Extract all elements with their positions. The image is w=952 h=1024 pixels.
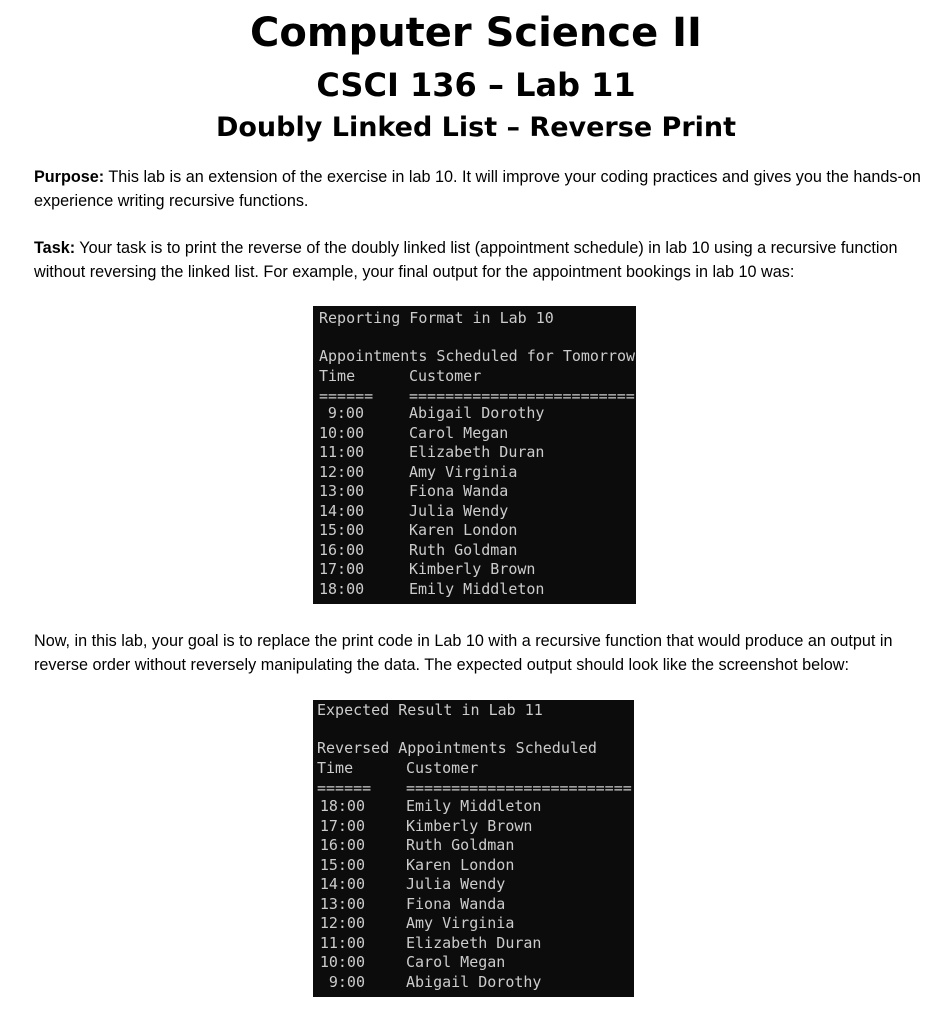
- topic-title: Doubly Linked List – Reverse Print: [215, 112, 737, 143]
- time-cell: 10:00: [319, 423, 365, 442]
- time-cell: 10:00: [319, 953, 365, 971]
- table-row: [313, 502, 636, 522]
- column-header-customer: Customer: [409, 367, 482, 385]
- customer-cell: Karen London: [409, 521, 518, 539]
- table-row: [313, 560, 636, 580]
- time-cell: 17:00: [319, 816, 365, 835]
- console-heading: Reporting Format in Lab 10: [319, 309, 554, 327]
- table-row: [313, 973, 634, 993]
- console-screenshot-lab11: [313, 700, 634, 997]
- time-cell: 9:00: [328, 972, 365, 991]
- time-cell: 14:00: [319, 501, 365, 520]
- separator-time: ======: [319, 387, 374, 405]
- now-paragraph: Now, in this lab, your goal is to replace the print code in Lab 10 with a recursive function that would produce an output in reverse order without reversely manipulating the data. The expected output should look like the screenshot below:: [34, 632, 893, 674]
- customer-cell: Kimberly Brown: [409, 560, 536, 578]
- table-row: [313, 856, 634, 876]
- appointment-list: [313, 404, 636, 599]
- time-cell: 13:00: [319, 482, 365, 500]
- time-cell: 11:00: [319, 443, 365, 461]
- customer-cell: Kimberly Brown: [406, 816, 533, 835]
- column-header-time: Time: [317, 759, 354, 777]
- table-row: [313, 424, 636, 444]
- customer-cell: Fiona Wanda: [409, 482, 509, 500]
- reversed-appointment-list: [313, 797, 634, 992]
- time-cell: 14:00: [319, 875, 365, 893]
- table-row: [313, 443, 636, 463]
- table-row: [313, 541, 636, 561]
- customer-cell: Fiona Wanda: [406, 894, 506, 913]
- customer-cell: Ruth Goldman: [406, 836, 515, 854]
- time-cell: 18:00: [319, 579, 365, 598]
- customer-cell: Karen London: [406, 855, 515, 874]
- table-row: [313, 404, 636, 424]
- time-cell: 16:00: [319, 540, 365, 559]
- table-row: [313, 482, 636, 502]
- table-row: [313, 914, 634, 934]
- console-heading: Expected Result in Lab 11: [317, 701, 543, 719]
- lab-title: CSCI 136 – Lab 11: [316, 66, 636, 104]
- time-cell: 11:00: [319, 933, 365, 952]
- time-cell: 15:00: [319, 855, 365, 874]
- time-cell: 12:00: [319, 914, 365, 932]
- table-row: [313, 797, 634, 817]
- time-cell: 16:00: [319, 836, 365, 854]
- table-row: [313, 895, 634, 915]
- console-screenshot-lab10: [313, 306, 636, 604]
- table-row: [313, 953, 634, 973]
- console-subheading: Reversed Appointments Scheduled: [317, 739, 597, 757]
- customer-cell: Julia Wendy: [406, 875, 506, 893]
- table-row: [313, 463, 636, 483]
- customer-cell: Emily Middleton: [409, 579, 545, 598]
- time-cell: 13:00: [319, 894, 365, 913]
- course-title: Computer Science II: [250, 10, 702, 56]
- customer-cell: Elizabeth Duran: [409, 443, 545, 461]
- purpose-text: This lab is an extension of the exercise in lab 10. It will improve your coding practices and gives you the hands-on experience writing recursive functions.: [34, 168, 921, 210]
- separator-customer: =========================: [409, 387, 635, 405]
- time-cell: 17:00: [319, 560, 365, 578]
- time-cell: 9:00: [327, 404, 364, 422]
- console-subheading: Appointments Scheduled for Tomorrow: [319, 347, 636, 365]
- task-label: Task:: [34, 239, 76, 257]
- customer-cell: Carol Megan: [409, 423, 509, 442]
- time-cell: 15:00: [319, 521, 365, 539]
- separator-time: ======: [317, 779, 372, 797]
- task-paragraph: [34, 236, 924, 284]
- table-row: [313, 817, 634, 837]
- table-row: [313, 521, 636, 541]
- table-row: [313, 875, 634, 895]
- customer-cell: Abigail Dorothy: [409, 404, 545, 422]
- customer-cell: Carol Megan: [406, 953, 506, 971]
- customer-cell: Elizabeth Duran: [406, 933, 542, 952]
- table-row: [313, 836, 634, 856]
- purpose-paragraph: [34, 165, 924, 213]
- customer-cell: Julia Wendy: [409, 501, 509, 520]
- customer-cell: Abigail Dorothy: [406, 972, 542, 991]
- task-text: Your task is to print the reverse of the doubly linked list (appointment schedule) in lab 10 using a recursive function without reversing the linked list. For example, your final output for the appointment bookings in lab 10 was:: [34, 239, 898, 281]
- purpose-label: Purpose:: [34, 168, 105, 186]
- column-header-customer: Customer: [406, 759, 479, 777]
- customer-cell: Ruth Goldman: [409, 540, 518, 559]
- customer-cell: Amy Virginia: [406, 914, 515, 932]
- customer-cell: Emily Middleton: [406, 797, 542, 815]
- separator-customer: =========================: [406, 779, 632, 797]
- time-cell: 18:00: [319, 797, 365, 815]
- table-row: [313, 580, 636, 600]
- time-cell: 12:00: [319, 462, 365, 481]
- table-row: [313, 934, 634, 954]
- column-header-time: Time: [319, 367, 356, 385]
- customer-cell: Amy Virginia: [409, 462, 518, 481]
